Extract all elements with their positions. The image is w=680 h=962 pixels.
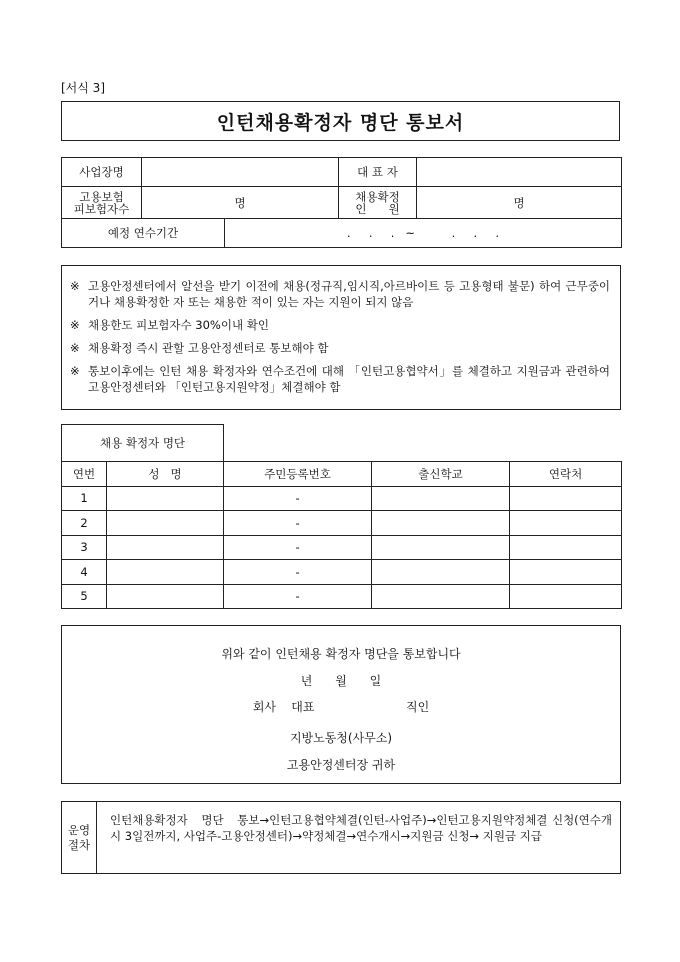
title-box bbox=[61, 101, 620, 141]
company-name-field[interactable] bbox=[142, 158, 339, 187]
notification-date[interactable]: 년 월 일 bbox=[300, 674, 382, 688]
name-cell[interactable] bbox=[107, 560, 224, 585]
table-row bbox=[62, 584, 622, 609]
school-cell[interactable] bbox=[372, 560, 510, 585]
school-cell[interactable] bbox=[372, 511, 510, 536]
roster-caption: 채용 확정자 명단 bbox=[62, 425, 224, 462]
procedure-label-line2: 절차 bbox=[67, 837, 91, 852]
table-row bbox=[62, 560, 622, 585]
note-mark: ※ bbox=[70, 364, 80, 378]
school-cell[interactable] bbox=[372, 535, 510, 560]
note-mark: ※ bbox=[70, 279, 80, 293]
table-row bbox=[62, 486, 622, 511]
header-resident-number: 주민등록번호 bbox=[224, 462, 372, 487]
representative-label: 대 표 자 bbox=[339, 158, 417, 187]
insured-count-label bbox=[62, 187, 142, 219]
note-item bbox=[70, 317, 610, 333]
roster-table bbox=[61, 424, 622, 609]
resident-number-cell[interactable]: - bbox=[224, 584, 372, 609]
training-period-label: 예정 연수기간 bbox=[62, 219, 225, 248]
name-cell[interactable] bbox=[107, 584, 224, 609]
notes-box bbox=[61, 265, 621, 410]
note-item bbox=[70, 340, 610, 356]
notification-recipient: 고용안정센터장 귀하 bbox=[286, 758, 396, 772]
note-text: 통보이후에는 인턴 채용 확정자와 연수조건에 대해 「인턴고용협약서」를 체결하고 지원금과 관련하여 고용안정센터와 「인턴고용지원약정」체결해야 함 bbox=[88, 364, 610, 394]
note-item bbox=[70, 278, 610, 310]
contact-cell[interactable] bbox=[510, 584, 622, 609]
company-name-label: 사업장명 bbox=[62, 158, 142, 187]
insured-count-field[interactable] bbox=[142, 187, 339, 219]
representative-field[interactable] bbox=[417, 158, 622, 187]
contact-cell[interactable] bbox=[510, 535, 622, 560]
training-period-field[interactable]: . . . ~ . . . bbox=[225, 219, 622, 248]
resident-number-cell[interactable]: - bbox=[224, 486, 372, 511]
header-school: 출신학교 bbox=[372, 462, 510, 487]
note-text: 고용안정센터에서 알선을 받기 이전에 채용(정규직,임시직,아르바이트 등 고용형태 불문) 하여 근무중이거나 채용확정한 자 또는 채용한 적이 있는 자는 지원이 되지 않음 bbox=[88, 279, 610, 309]
page-title: 인턴채용확정자 명단 통보서 bbox=[216, 111, 465, 134]
procedure-box bbox=[61, 801, 621, 874]
row-no: 1 bbox=[62, 486, 107, 511]
resident-number-cell[interactable]: - bbox=[224, 511, 372, 536]
row-no: 5 bbox=[62, 584, 107, 609]
note-text: 채용확정 즉시 관할 고용안정센터로 통보해야 함 bbox=[88, 341, 329, 355]
row-no: 2 bbox=[62, 511, 107, 536]
name-cell[interactable] bbox=[107, 486, 224, 511]
header-contact: 연락처 bbox=[510, 462, 622, 487]
header-no: 연번 bbox=[62, 462, 107, 487]
roster-caption-spacer bbox=[224, 425, 622, 462]
notification-statement: 위와 같이 인턴채용 확정자 명단을 통보합니다 bbox=[221, 647, 461, 661]
notification-box bbox=[61, 625, 621, 784]
procedure-label-line1: 운영 bbox=[67, 822, 91, 837]
confirmed-label-line1: 채용확정 bbox=[355, 189, 400, 204]
confirmed-count-field[interactable] bbox=[417, 187, 622, 219]
contact-cell[interactable] bbox=[510, 511, 622, 536]
note-item bbox=[70, 363, 610, 395]
table-row bbox=[62, 511, 622, 536]
procedure-text: 인턴채용확정자 명단 통보→인턴고용협약체결(인턴-사업주)→인턴고용지원약정체결 신청(연수개시 3일전까지, 사업주-고용안정센터)→약정체결→연수개시→지원금 신청→ 지원금 지급 bbox=[110, 813, 612, 843]
contact-cell[interactable] bbox=[510, 486, 622, 511]
school-cell[interactable] bbox=[372, 584, 510, 609]
name-cell[interactable] bbox=[107, 511, 224, 536]
row-no: 3 bbox=[62, 535, 107, 560]
note-mark: ※ bbox=[70, 318, 80, 332]
table-row bbox=[62, 535, 622, 560]
school-cell[interactable] bbox=[372, 486, 510, 511]
name-cell[interactable] bbox=[107, 535, 224, 560]
confirmed-count-label bbox=[339, 187, 417, 219]
procedure-label bbox=[62, 802, 97, 873]
confirmed-unit: 명 bbox=[513, 195, 525, 210]
resident-number-cell[interactable]: - bbox=[224, 535, 372, 560]
note-mark: ※ bbox=[70, 341, 80, 355]
contact-cell[interactable] bbox=[510, 560, 622, 585]
insured-label-line2: 피보험자수 bbox=[73, 201, 130, 216]
resident-number-cell[interactable]: - bbox=[224, 560, 372, 585]
notification-office: 지방노동청(사무소) bbox=[289, 731, 393, 745]
insured-unit: 명 bbox=[234, 195, 246, 210]
header-name: 성 명 bbox=[107, 462, 224, 487]
insured-label-line1: 고용보험 bbox=[79, 189, 124, 204]
confirmed-label-line2: 인 원 bbox=[355, 201, 400, 216]
row-no: 4 bbox=[62, 560, 107, 585]
form-number: [서식 3] bbox=[61, 81, 105, 95]
notification-signature[interactable]: 회사 대표 직인 bbox=[252, 700, 430, 714]
company-info-table bbox=[61, 157, 622, 248]
note-text: 채용한도 피보험자수 30%이내 확인 bbox=[88, 318, 269, 332]
